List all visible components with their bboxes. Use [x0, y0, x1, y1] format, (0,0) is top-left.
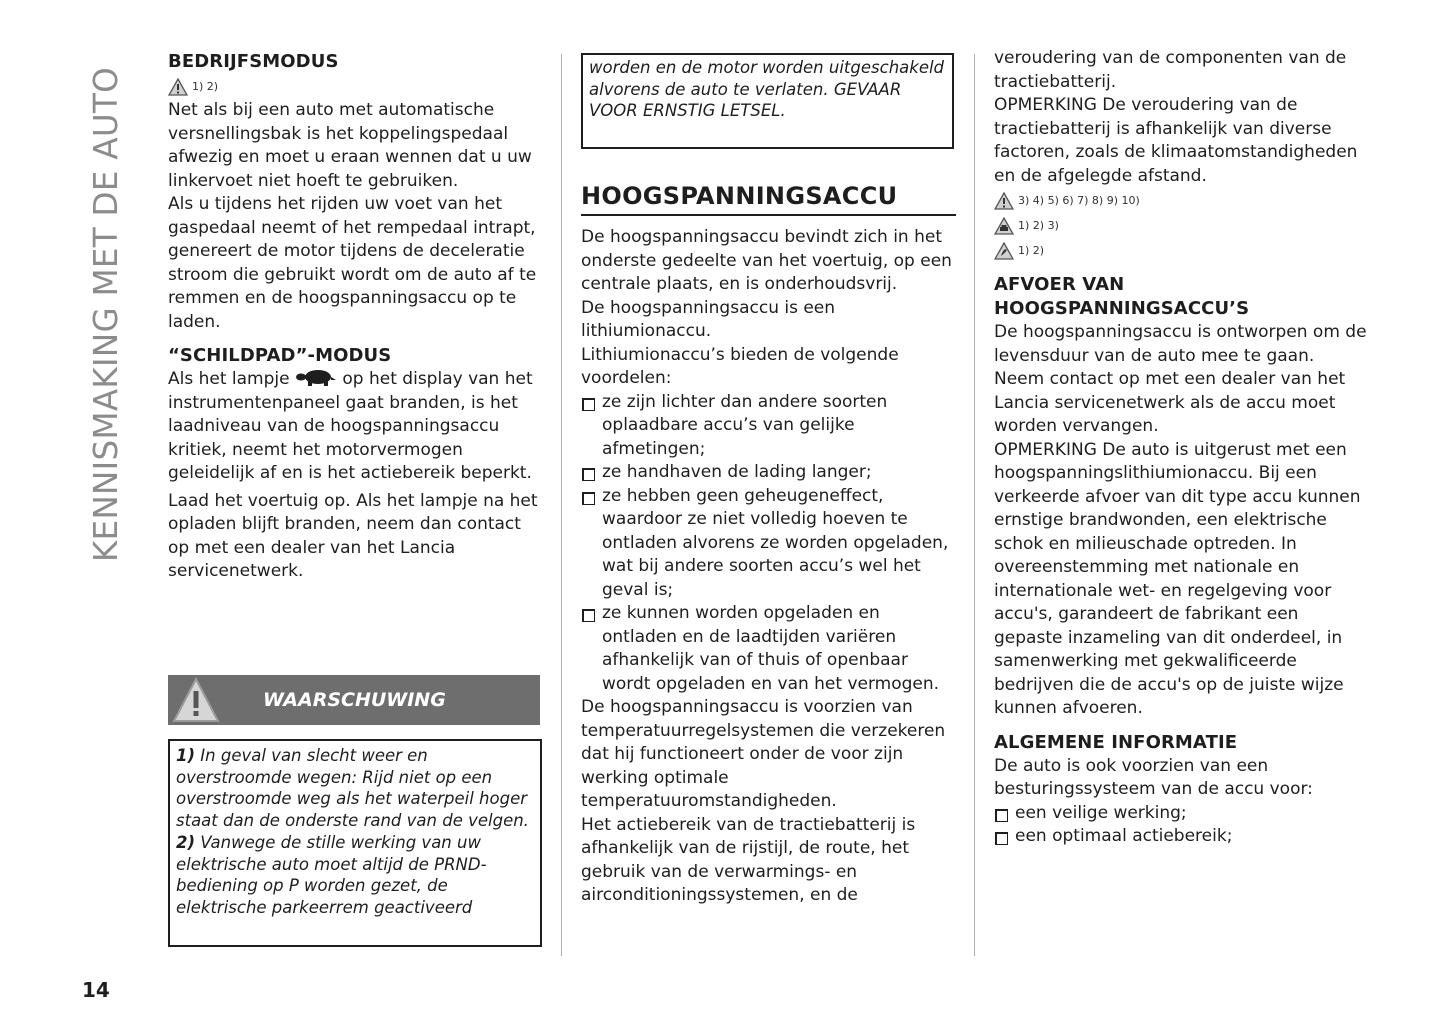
hoogspanningsaccu-paragraph-3: Lithiumionaccu’s bieden de volgende voordelen: — [581, 344, 899, 388]
list-item: een optimaal actiebereik; — [994, 825, 1369, 849]
schildpad-paragraph-1-end: op het display van het instrumentenpaneel gaat branden, is het laadniveau van de hoogspanningsaccu kritiek, neemt het motorvermogen geleidelijk af en is het actiebereik beperkt. — [168, 369, 533, 483]
afvoer-paragraph-1: De hoogspanningsaccu is ontworpen om de levensduur van de auto mee te gaan. Neem contact op met een dealer van het Lancia servicenetwerk als de accu moet worden vervangen. — [994, 322, 1367, 436]
column-divider-2 — [974, 54, 975, 956]
warning-item-1-number: 1) — [176, 746, 196, 765]
checkbox-bullet-icon — [582, 468, 595, 481]
schildpad-paragraph-2: Laad het voertuig op. Als het lampje na het opladen blijft branden, neem dan contact op met een dealer van het Lancia servicenetwerk. — [168, 490, 538, 581]
bedrijfsmodus-paragraph-1: Net als bij een auto met automatische versnellingsbak is het koppelingspedaal afwezig en moet u eraan wennen dat u uw linkervoet niet hoeft te gebruiken. — [168, 100, 532, 191]
column-divider-1 — [561, 54, 562, 956]
afvoer-heading-line-2: HOOGSPANNINGSACCU’S — [994, 298, 1250, 319]
warning-item-2-text: Vanwege de stille werking van uw elektrische auto moet altijd de PRND-bediening op P worden gezet, de elektrische parkeerrem geactiveerd — [176, 832, 487, 917]
column-2 — [581, 180, 956, 908]
car-refs-row — [994, 213, 1369, 238]
warning-item-1 — [176, 745, 534, 832]
list-item: ze zijn lichter dan andere soorten oplaadbare accu’s van gelijke afmetingen; — [581, 391, 956, 462]
afvoer-heading-line-1: AFVOER VAN — [994, 274, 1125, 295]
warning-header — [168, 675, 540, 725]
environment-refs-row — [994, 238, 1369, 263]
bedrijfsmodus-refs-text: 1) 2) — [192, 80, 219, 93]
warning-item-2 — [176, 832, 534, 919]
schildpad-heading: “SCHILDPAD”-MODUS — [168, 345, 392, 366]
list-item: een veilige werking; — [994, 802, 1369, 826]
hoogspanningsaccu-paragraph-2: De hoogspanningsaccu is een lithiumionaccu. — [581, 297, 836, 341]
bedrijfsmodus-warning-refs — [168, 74, 543, 99]
checkbox-bullet-icon — [582, 609, 595, 622]
page-number: 14 — [82, 978, 110, 1002]
turtle-icon — [295, 369, 337, 387]
checkbox-bullet-icon — [582, 492, 595, 505]
car-warning-icon — [994, 217, 1014, 235]
hoogspanningsaccu-paragraph-4: De hoogspanningsaccu is voorzien van temperatuurregelsystemen die verzekeren dat hij functioneert onder de voor zijn werking optimale temperatuuromstandigheden. — [581, 697, 946, 811]
warning-header-label: WAARSCHUWING — [263, 689, 446, 711]
bedrijfsmodus-paragraph-2: Als u tijdens het rijden uw voet van het gaspedaal neemt of het rempedaal intrapt, genereert de motor tijdens de deceleratie stroom die gebruikt wordt om de auto af te remmen en de hoogspanningsaccu op te laden. — [168, 194, 537, 332]
schildpad-paragraph-1-start: Als het lampje — [168, 369, 290, 389]
continued-warning-box — [581, 53, 954, 149]
algemene-informatie-paragraph: De auto is ook voorzien van een besturingssysteem van de accu voor: — [994, 755, 1313, 799]
warning-refs-text: 3) 4) 5) 6) 7) 8) 9) 10) — [1018, 194, 1140, 207]
veroudering-paragraph: veroudering van de componenten van de tractiebatterij. — [994, 48, 1347, 92]
warning-box — [168, 739, 542, 947]
list-item: ze hebben geen geheugeneffect, waardoor ze niet volledig hoeven te ontladen alvorens ze worden opgeladen, wat bij andere soorten accu’s wel het geval is; — [581, 485, 956, 603]
list-item: ze kunnen worden opgeladen en ontladen en de laadtijden variëren afhankelijk van of thuis of openbaar wordt opgeladen en van het vermogen. — [581, 602, 956, 696]
warning-item-2-number: 2) — [176, 832, 196, 852]
checkbox-bullet-icon — [995, 832, 1008, 845]
car-refs-text: 1) 2) 3) — [1018, 219, 1059, 232]
checkbox-bullet-icon — [995, 809, 1008, 822]
warning-triangle-icon — [171, 676, 221, 724]
continued-warning-text: worden en de motor worden uitgeschakeld alvorens de auto te verlaten. GEVAAR VOOR ERNSTIG LETSEL. — [589, 58, 945, 121]
checkbox-bullet-icon — [582, 398, 595, 411]
opmerking-veroudering-paragraph: OPMERKING De veroudering van de tractiebatterij is afhankelijk van diverse factoren, zoals de klimaatomstandigheden en de afgelegde afstand. — [994, 95, 1358, 186]
hoogspanningsaccu-heading: HOOGSPANNINGSACCU — [581, 180, 956, 216]
warning-triangle-icon — [994, 192, 1014, 210]
algemene-informatie-heading: ALGEMENE INFORMATIE — [994, 731, 1238, 753]
environment-warning-icon — [994, 242, 1014, 260]
warning-item-1-text: In geval van slecht weer en overstroomde wegen: Rijd niet op een overstroomde weg als het waterpeil hoger staat dan de onderste rand van de velgen. — [176, 746, 529, 831]
chapter-side-title — [84, 52, 128, 578]
warning-triangle-icon — [168, 78, 188, 96]
warning-refs-row — [994, 188, 1369, 213]
list-item: ze handhaven de lading langer; — [581, 461, 956, 485]
column-1 — [168, 47, 543, 584]
column-3 — [994, 47, 1369, 849]
bedrijfsmodus-heading: BEDRIJFSMODUS — [168, 51, 339, 72]
schildpad-paragraph-1 — [168, 368, 543, 486]
chapter-side-title-text: KENNISMAKING MET DE AUTO — [87, 67, 125, 563]
hoogspanningsaccu-paragraph-1: De hoogspanningsaccu bevindt zich in het onderste gedeelte van het voertuig, op een centrale plaats, en is onderhoudsvrij. — [581, 227, 952, 294]
hoogspanningsaccu-paragraph-5: Het actiebereik van de tractiebatterij is afhankelijk van de rijstijl, de route, het gebruik van de verwarmings- en airconditioningssystemen, en de — [581, 814, 916, 905]
environment-refs-text: 1) 2) — [1018, 244, 1045, 257]
afvoer-paragraph-2: OPMERKING De auto is uitgerust met een hoogspanningslithiumionaccu. Bij een verkeerde afvoer van dit type accu kunnen ernstige brandwonden, een elektrische schok en milieuschade optreden. In overeenstemming met nationale en internationale wet- en regelgeving voor accu's, garandeert de fabrikant een gepaste inzameling van dit onderdeel, in samenwerking met gekwalificeerde bedrijven die de accu's op de juiste wijze kunnen afvoeren. — [994, 439, 1361, 718]
